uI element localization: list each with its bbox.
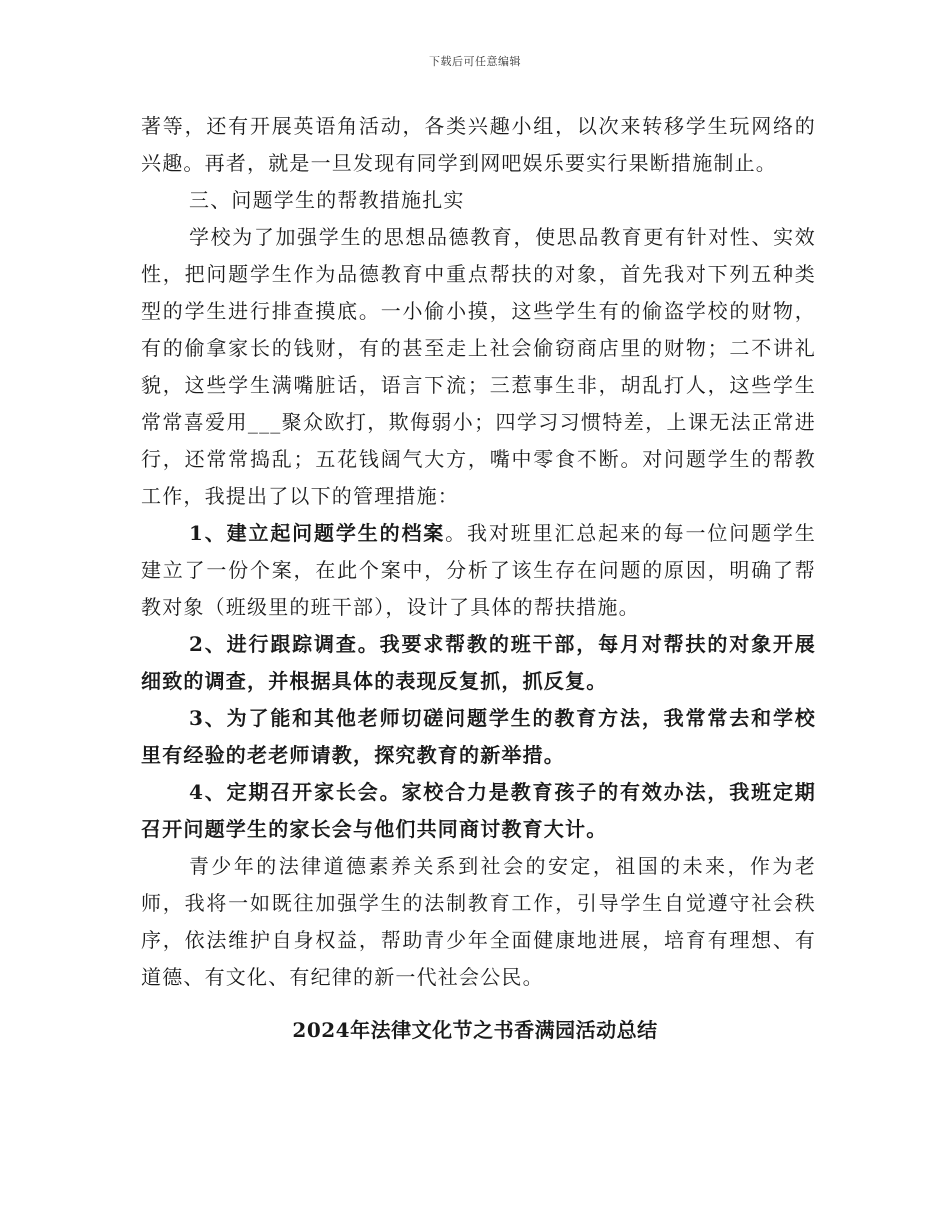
paragraph-problem-students: 学校为了加强学生的思想品德教育，使思品教育更有针对性、实效性，把问题学生作为品德教育中重点帮扶的对象，首先我对下列五种类型的学生进行排查摸底。一小偷小摸，这些学生有的偷盗学校的财物，有的偷拿家长的钱财，有的甚至走上社会偷窃商店里的财物；二不讲礼貌，这些学生满嘴脏话，语言下流；三惹事生非，胡乱打人，这些学生常常喜爱用___聚众欧打，欺侮弱小；四学习习惯特差，上课无法正常进行，还常常捣乱；五花钱阔气大方，嘴中零食不断。对问题学生的帮教工作，我提出了以下的管理措施： (141, 225, 816, 508)
list-item-2: 2、进行跟踪调查。我要求帮教的班干部，每月对帮扶的对象开展细致的调查，并根据具体的表现反复抓，抓反复。 (141, 632, 816, 693)
list-item-4: 4、定期召开家长会。家校合力是教育孩子的有效办法，我班定期召开问题学生的家长会与他们共同商讨教育大计。 (141, 780, 816, 841)
paragraph-conclusion: 青少年的法律道德素养关系到社会的安定，祖国的未来，作为老师，我将一如既往加强学生的法制教育工作，引导学生自觉遵守社会秩序，依法维护自身权益，帮助青少年全面健康地进展，培育有理想、有道德、有文化、有纪律的新一代社会公民。 (141, 854, 816, 989)
document-body (141, 108, 816, 996)
section-heading-3: 三、问题学生的帮教措施扎实 (189, 188, 465, 212)
page-header-note: 下载后可任意编辑 (429, 55, 521, 68)
list-item-1-title: 1、建立起问题学生的档案 (189, 521, 446, 545)
list-item-3: 3、为了能和其他老师切磋问题学生的教育方法，我常常去和学校里有经验的老老师请教，探究教育的新举措。 (141, 706, 816, 767)
next-document-title: 2024年法律文化节之书香满园活动总结 (292, 1018, 658, 1042)
list-item-1-body: 。我对班里汇总起来的每一位问题学生建立了一份个案，在此个案中，分析了该生存在问题的原因，明确了帮教对象（班级里的班干部），设计了具体的帮扶措施。 (141, 521, 816, 619)
list-item-1 (141, 515, 816, 626)
paragraph-continued: 著等，还有开展英语角活动，各类兴趣小组，以次来转移学生玩网络的兴趣。再者，就是一旦发现有同学到网吧娱乐要实行果断措施制止。 (141, 114, 816, 175)
